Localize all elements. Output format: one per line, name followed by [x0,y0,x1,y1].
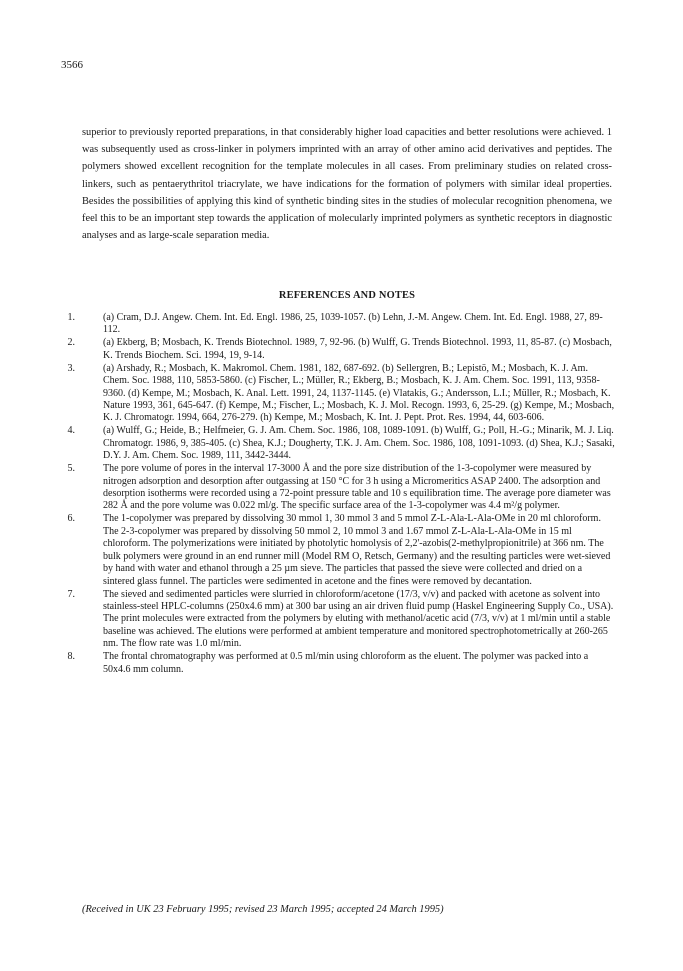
reference-item [61,513,616,587]
reference-number: 7. [67,588,75,600]
reference-item [61,463,616,513]
reference-number: 4. [67,425,75,437]
references-heading: REFERENCES AND NOTES [278,290,416,301]
reference-item [61,363,616,425]
reference-item [61,425,616,462]
page-number: 3566 [61,59,83,71]
reference-number: 2. [67,337,75,349]
reference-number: 6. [67,513,75,525]
references-list [61,312,616,677]
reference-text: The sieved and sedimented particles were slurried in chloroform/acetone (17/3, v/v) and packed with acetone as solvent into stainless-steel HPLC-columns (250x4.6 mm) at 300 bar using an air driven fluid pump (Haskel Engineering Supply Co., USA). The print molecules were extracted from the polymers by eluting with methanol/acetic acid (7/3, v/v) at 1 ml/min until a stable baseline was achieved. The elutions were performed at ambient temperature and monitored spectrophotometrically at 260-265 nm. The flow rate was 1.0 ml/min. [103,588,614,650]
reference-item [61,337,616,362]
reference-text: (a) Wulff, G.; Heide, B.; Helfmeier, G. J. Am. Chem. Soc. 1986, 108, 1089-1091. (b) Wulff, G.; Poll, H.-G.; Minarik, M. J. Liq. Chromatogr. 1986, 9, 385-405. (c) Shea, K.J.; Dougherty, T.K. J. Am. Chem. Soc. 1986, 108, 1091-1093. (d) Shea, K.J.; Sasaki, D.Y. J. Am. Chem. Soc. 1989, 111, 3442-3444. [103,425,615,462]
received-dates: (Received in UK 23 February 1995; revised 23 March 1995; accepted 24 March 1995) [82,904,444,915]
reference-item [61,589,616,651]
reference-text: (a) Ekberg, B; Mosbach, K. Trends Biotechnol. 1989, 7, 92-96. (b) Wulff, G. Trends Biotechnol. 1993, 11, 85-87. (c) Mosbach, K. Trends Biochem. Sci. 1994, 19, 9-14. [103,337,612,361]
reference-number: 8. [67,651,75,663]
reference-text: The pore volume of pores in the interval 17-3000 Å and the pore size distribution of the 1-3-copolymer were measured by nitrogen adsorption and desorption after outgassing at 150 °C for 3 h using a Micromeritics ASAP 2400. The adsorption and desorption isotherms were recorded using a 72-point pressure table and 10 s equilibration time. The average pore diameter was 282 Å and the pore volume was 0.022 ml/g. The specific surface area of the 1-3-copolymer was 4.4 m²/g polymer. [103,463,611,512]
reference-text: The frontal chromatography was performed at 0.5 ml/min using chloroform as the eluent. The polymer was packed into a 50x4.6 mm column. [103,651,589,675]
reference-number: 1. [67,312,75,323]
reference-text: (a) Arshady, R.; Mosbach, K. Makromol. Chem. 1981, 182, 687-692. (b) Sellergren, B.; Lepistö, M.; Mosbach, K. J. Am. Chem. Soc. 1988, 110, 5853-5860. (c) Fischer, L.; Müller, R.; Ekberg, B.; Mosbach, K. J. Am. Chem. Soc. 1991, 113, 9358-9360. (d) Kempe, M.; Mosbach, K. Anal. Lett. 1991, 24, 1137-1145. (e) Vlatakis, G.; Andersson, L.I.; Müller, R.; Mosbach, K. Nature 1993, 361, 645-647. (f) Kempe, M.; Fischer, L.; Mosbach, K. J. Mol. Recogn. 1993, 6, 25-29. (g) Kempe, M.; Mosbach, K. J. Chromatogr. 1994, 664, 276-279. (h) Kempe, M.; Mosbach, K. Int. J. Pept. Prot. Res. 1994, 44, 603-606. [103,362,615,424]
reference-number: 5. [67,463,75,475]
reference-number: 3. [67,362,75,374]
reference-text: (a) Cram, D.J. Angew. Chem. Int. Ed. Engl. 1986, 25, 1039-1057. (b) Lehn, J.-M. Angew. Chem. Int. Ed. Engl. 1988, 27, 89-112. [103,312,603,336]
reference-text: The 1-copolymer was prepared by dissolving 30 mmol 1, 30 mmol 3 and 5 mmol Z-L-Ala-L-Ala-OMe in 20 ml chloroform. The 2-3-copolymer was prepared by dissolving 50 mmol 2, 10 mmol 3 and 1.67 mmol Z-L-Ala-L-Ala-OMe in 15 ml chloroform. The polymerizations were initiated by photolytic homolysis of 2,2'-azobis(2-methylpropionitrile) at 366 nm. The bulk polymers were ground in an end runner mill (Model RM O, Retsch, Germany) and the resulting particles were wet-sieved by hand with water and ethanol through a 25 µm sieve. The particles that passed the sieve were collected and dried on a sintered glass funnel. The particles were sedimented in acetone and the fines were removed by decantation. [103,513,611,587]
reference-item [61,312,616,337]
body-paragraph: superior to previously reported preparations, in that considerably higher load capacities and better resolutions were achieved. 1 was subsequently used as cross-linker in polymers imprinted with an array of other amino acid derivatives and peptides. The polymers showed excellent recognition for the template molecules in all cases. From preliminary studies on related cross-linkers, such as pentaerythritol triacrylate, we have indications for the formation of polymers with similar ideal properties. Besides the possibilities of applying this kind of synthetic binding sites in the studies of molecular recognition phenomena, we feel this to be an important step towards the application of molecularly imprinted polymers as synthetic receptors in diagnostic analyses and as large-scale separation media. [82,127,612,242]
reference-item [61,651,616,676]
